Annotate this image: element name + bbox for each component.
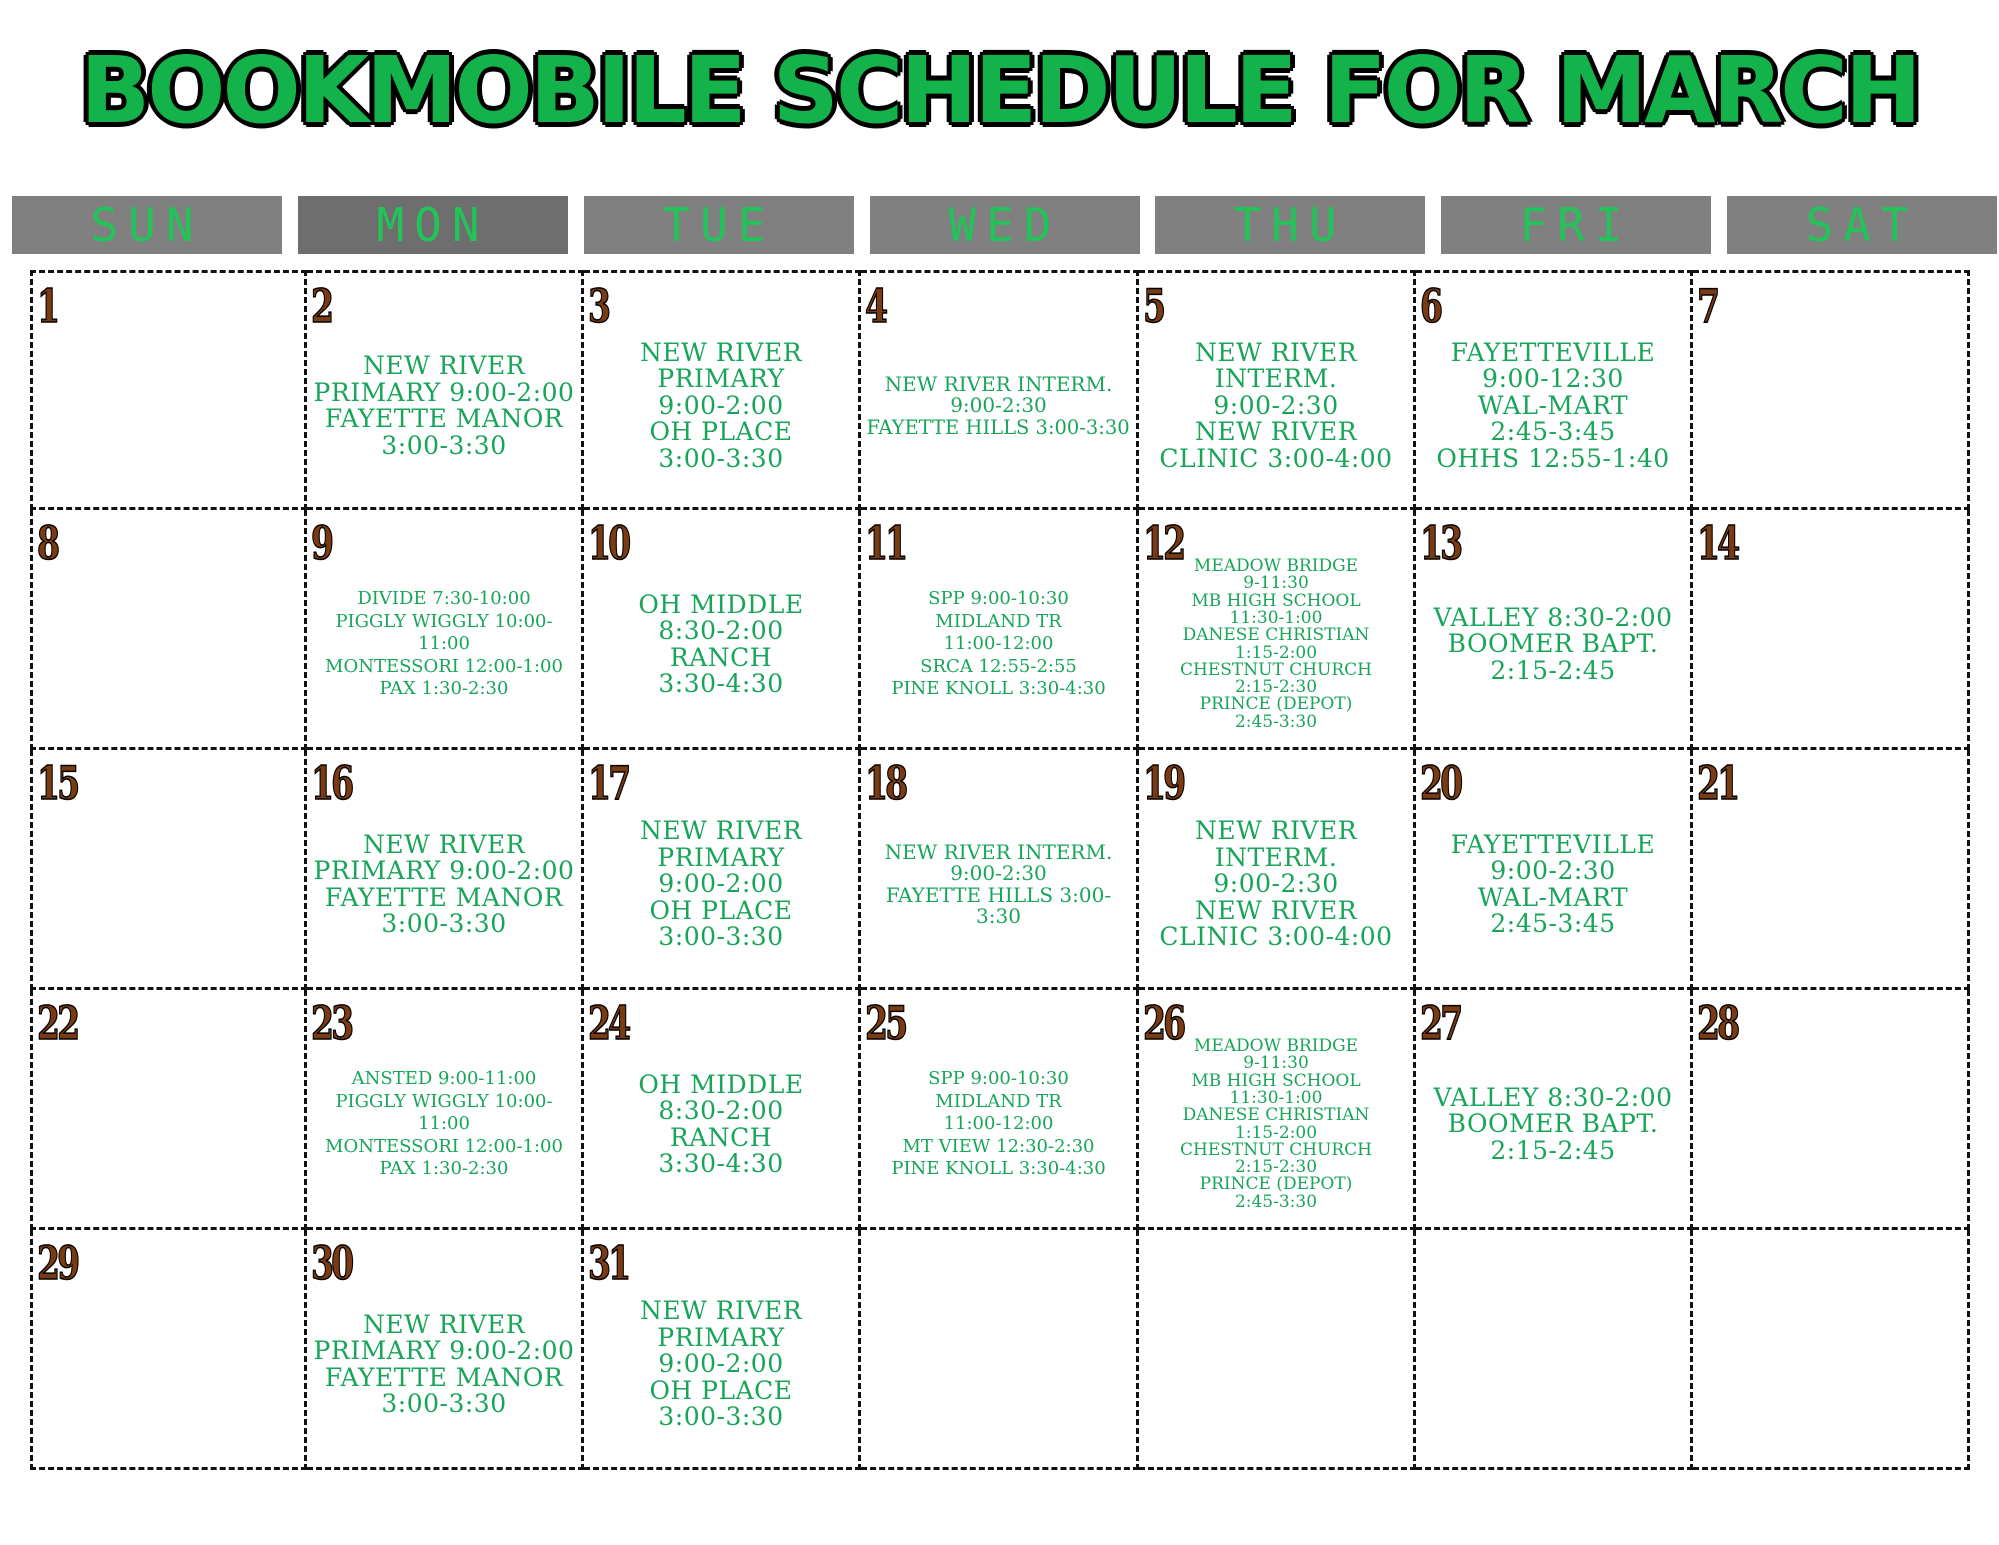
event-line: OH PLACE <box>649 417 793 447</box>
event-line: MONTESSORI 12:00-1:00 <box>325 655 563 677</box>
event-line: 9:00-2:30 <box>950 861 1047 886</box>
weekday-thu: THU <box>1155 196 1425 254</box>
event-line: NEW RIVER <box>1194 417 1358 447</box>
event-line: WAL-MART <box>1477 882 1629 912</box>
event-line: 3:00-3:30 <box>658 443 784 473</box>
event-line: INTERM. <box>1214 364 1338 394</box>
day-events <box>1145 1028 1407 1221</box>
event-line: PRIMARY 9:00-2:00 <box>313 377 575 407</box>
event-line: RANCH <box>669 1122 773 1152</box>
day-number: 26 <box>1143 996 1184 1050</box>
day-number: 1 <box>37 279 58 333</box>
day-number: 28 <box>1697 996 1738 1050</box>
event-line: 11:30-1:00 <box>1229 607 1323 628</box>
day-number: 14 <box>1697 516 1738 570</box>
event-line: 2:15-2:30 <box>1234 677 1318 698</box>
weekday-mon: MON <box>298 196 568 254</box>
weekday-sat: SAT <box>1727 196 1997 254</box>
day-number: 15 <box>37 756 78 810</box>
day-number: 3 <box>588 279 609 333</box>
calendar-empty-cell <box>1139 1230 1416 1470</box>
event-line: NEW RIVER <box>639 1296 803 1326</box>
event-line: CLINIC 3:00-4:00 <box>1159 443 1393 473</box>
day-number: 6 <box>1420 279 1441 333</box>
day-number: 17 <box>588 756 629 810</box>
calendar-day-12 <box>1139 510 1416 750</box>
event-line: 3:00-3:30 <box>381 430 507 460</box>
event-line: MB HIGH SCHOOL <box>1191 590 1361 611</box>
day-events <box>867 311 1130 501</box>
event-line: CLINIC 3:00-4:00 <box>1159 922 1393 952</box>
event-line: NEW RIVER <box>1194 337 1358 367</box>
calendar-day-29 <box>30 1230 307 1470</box>
weekday-fri: FRI <box>1441 196 1711 254</box>
event-line: 9:00-2:30 <box>1490 856 1616 885</box>
event-line: FAYETTE MANOR <box>324 882 564 912</box>
day-events <box>1422 548 1684 741</box>
calendar-day-27 <box>1416 990 1693 1230</box>
event-line: NEW RIVER <box>1194 816 1358 846</box>
event-line: OH PLACE <box>649 1375 793 1405</box>
event-line: SPP 9:00-10:30 <box>928 588 1069 610</box>
event-line: MEADOW BRIDGE <box>1193 555 1359 576</box>
day-number: 22 <box>37 996 78 1050</box>
event-line: PIGGLY WIGGLY 10:00- <box>335 1090 553 1112</box>
day-events <box>1145 311 1407 501</box>
event-line: SPP 9:00-10:30 <box>928 1068 1069 1090</box>
calendar-day-3 <box>584 270 861 510</box>
day-number: 4 <box>865 279 886 333</box>
event-line: NEW RIVER INTERM. <box>884 372 1113 397</box>
event-line: NEW RIVER INTERM. <box>884 840 1113 865</box>
day-events <box>1422 788 1684 981</box>
event-line: VALLEY 8:30-2:00 <box>1433 602 1673 632</box>
event-line: ANSTED 9:00-11:00 <box>351 1068 537 1090</box>
day-number: 10 <box>588 516 629 570</box>
event-line: INTERM. <box>1214 842 1338 872</box>
event-line: 9:00-2:30 <box>1213 869 1339 899</box>
calendar-day-21 <box>1693 750 1970 990</box>
event-line: RANCH <box>669 642 773 672</box>
day-number: 2 <box>311 279 332 333</box>
event-line: DANESE CHRISTIAN <box>1182 1105 1370 1126</box>
calendar-day-31 <box>584 1230 861 1470</box>
day-number: 5 <box>1143 279 1164 333</box>
event-line: FAYETTE HILLS 3:00-3:30 <box>866 414 1131 439</box>
day-number: 27 <box>1420 996 1461 1050</box>
event-line: 9:00-2:30 <box>950 393 1047 418</box>
event-line: 9:00-2:00 <box>658 390 784 420</box>
day-number: 20 <box>1420 756 1461 810</box>
calendar-day-14 <box>1693 510 1970 750</box>
day-events <box>1422 311 1684 501</box>
event-line: 11:30-1:00 <box>1229 1087 1323 1108</box>
event-line: PRINCE (DEPOT) <box>1199 694 1353 715</box>
event-line: 8:30-2:00 <box>658 1096 784 1125</box>
calendar-grid <box>30 270 1980 1472</box>
event-line: OH MIDDLE <box>638 589 804 619</box>
event-line: PRIMARY <box>657 1322 785 1352</box>
calendar-day-13 <box>1416 510 1693 750</box>
day-number: 7 <box>1697 279 1718 333</box>
event-line: PRINCE (DEPOT) <box>1199 1174 1353 1195</box>
event-line: BOOMER BAPT. <box>1447 1109 1659 1139</box>
day-number: 19 <box>1143 756 1184 810</box>
event-line: PIGGLY WIGGLY 10:00- <box>335 610 553 632</box>
event-line: 9-11:30 <box>1243 1053 1309 1074</box>
event-line: PRIMARY <box>657 364 785 394</box>
event-line: 2:45-3:30 <box>1234 711 1318 732</box>
calendar-day-20 <box>1416 750 1693 990</box>
event-line: SRCA 12:55-2:55 <box>920 655 1077 677</box>
event-line: 9-11:30 <box>1243 573 1309 594</box>
calendar-empty-cell <box>1693 1230 1970 1470</box>
calendar-day-24 <box>584 990 861 1230</box>
event-line: 9:00-2:00 <box>658 1349 784 1379</box>
event-line: 9:00-2:00 <box>658 869 784 899</box>
event-line: 3:00-3:30 <box>658 922 784 952</box>
weekday-tue: TUE <box>584 196 854 254</box>
day-events <box>867 788 1130 981</box>
day-events <box>313 311 575 501</box>
event-line: BOOMER BAPT. <box>1447 629 1659 659</box>
calendar-day-17 <box>584 750 861 990</box>
event-line: 1:15-2:00 <box>1234 1122 1318 1143</box>
event-line: MONTESSORI 12:00-1:00 <box>325 1135 563 1157</box>
day-number: 31 <box>588 1236 629 1290</box>
event-line: NEW RIVER <box>639 816 803 846</box>
calendar-day-26 <box>1139 990 1416 1230</box>
event-line: PINE KNOLL 3:30-4:30 <box>891 1158 1106 1180</box>
day-number: 21 <box>1697 756 1738 810</box>
calendar-day-22 <box>30 990 307 1230</box>
event-line: MEADOW BRIDGE <box>1193 1035 1359 1056</box>
event-line: CHESTNUT CHURCH <box>1180 659 1372 680</box>
event-line: NEW RIVER <box>639 337 803 367</box>
day-events <box>590 1268 852 1461</box>
day-events <box>590 1028 852 1221</box>
event-line: 3:30-4:30 <box>658 1149 784 1178</box>
event-line: PRIMARY 9:00-2:00 <box>313 856 575 885</box>
event-line: DANESE CHRISTIAN <box>1182 625 1370 646</box>
calendar-day-10 <box>584 510 861 750</box>
event-line: 1:15-2:00 <box>1234 642 1318 663</box>
calendar-day-16 <box>307 750 584 990</box>
day-number: 8 <box>37 516 58 570</box>
calendar-empty-cell <box>861 1230 1139 1470</box>
day-number: 29 <box>37 1236 78 1290</box>
event-line: MB HIGH SCHOOL <box>1191 1070 1361 1091</box>
event-line: OH MIDDLE <box>638 1069 804 1099</box>
event-line: DIVIDE 7:30-10:00 <box>357 588 531 610</box>
calendar-empty-cell <box>1416 1230 1693 1470</box>
day-number: 23 <box>311 996 352 1050</box>
event-line: 2:15-2:45 <box>1490 1135 1616 1165</box>
event-line: 2:15-2:45 <box>1490 655 1616 685</box>
event-line: OH PLACE <box>649 895 793 925</box>
event-line: 3:00-3:30 <box>381 909 507 938</box>
day-number: 13 <box>1420 516 1461 570</box>
event-line: 2:15-2:30 <box>1234 1157 1318 1178</box>
day-events <box>1145 548 1407 741</box>
event-line: 3:30 <box>976 903 1021 928</box>
calendar-day-1 <box>30 270 307 510</box>
calendar-day-7 <box>1693 270 1970 510</box>
day-number: 24 <box>588 996 629 1050</box>
event-line: PINE KNOLL 3:30-4:30 <box>891 678 1106 700</box>
calendar-day-23 <box>307 990 584 1230</box>
event-line: OHHS 12:55-1:40 <box>1436 443 1670 473</box>
event-line: 3:00-3:30 <box>381 1389 507 1418</box>
event-line: MIDLAND TR <box>935 1090 1062 1112</box>
day-number: 12 <box>1143 516 1184 570</box>
event-line: PRIMARY 9:00-2:00 <box>313 1336 575 1365</box>
calendar-day-9 <box>307 510 584 750</box>
day-number: 18 <box>865 756 906 810</box>
event-line: 3:30-4:30 <box>658 669 784 698</box>
event-line: PAX 1:30-2:30 <box>379 678 509 700</box>
event-line: WAL-MART <box>1477 390 1629 420</box>
day-events <box>1422 1028 1684 1221</box>
day-events <box>1145 788 1407 981</box>
event-line: 2:45-3:45 <box>1490 417 1616 447</box>
title-wrapper <box>0 37 1999 144</box>
day-events <box>313 1268 575 1461</box>
event-line: PRIMARY <box>657 842 785 872</box>
event-line: NEW RIVER <box>362 829 526 859</box>
event-line: FAYETTEVILLE <box>1450 829 1656 859</box>
day-number: 11 <box>865 516 906 570</box>
day-events <box>313 788 575 981</box>
event-line: 9:00-2:30 <box>1213 390 1339 420</box>
day-number: 9 <box>311 516 332 570</box>
day-events <box>590 311 852 501</box>
day-number: 16 <box>311 756 352 810</box>
calendar-day-19 <box>1139 750 1416 990</box>
calendar-day-15 <box>30 750 307 990</box>
event-line: FAYETTE HILLS 3:00- <box>885 882 1112 907</box>
event-line: NEW RIVER <box>362 1309 526 1339</box>
weekday-header-row <box>12 196 1992 254</box>
event-line: FAYETTE MANOR <box>324 404 564 433</box>
day-events <box>590 548 852 741</box>
event-line: 11:00 <box>418 1113 470 1135</box>
calendar-day-11 <box>861 510 1139 750</box>
event-line: NEW RIVER <box>362 351 526 380</box>
event-line: 2:45-3:30 <box>1234 1191 1318 1212</box>
calendar-day-6 <box>1416 270 1693 510</box>
event-line: NEW RIVER <box>1194 895 1358 925</box>
event-line: CHESTNUT CHURCH <box>1180 1139 1372 1160</box>
weekday-wed: WED <box>870 196 1140 254</box>
calendar-day-28 <box>1693 990 1970 1230</box>
calendar-day-4 <box>861 270 1139 510</box>
day-events <box>590 788 852 981</box>
event-line: 3:00-3:30 <box>658 1402 784 1432</box>
event-line: FAYETTE MANOR <box>324 1362 564 1392</box>
event-line: PAX 1:30-2:30 <box>379 1158 509 1180</box>
event-line: 9:00-12:30 <box>1482 364 1624 394</box>
event-line: 11:00-12:00 <box>943 633 1054 655</box>
day-events <box>313 548 575 741</box>
event-line: 11:00 <box>418 633 470 655</box>
calendar-day-8 <box>30 510 307 750</box>
event-line: 8:30-2:00 <box>658 616 784 645</box>
event-line: 11:00-12:00 <box>943 1113 1054 1135</box>
calendar-day-25 <box>861 990 1139 1230</box>
event-line: VALLEY 8:30-2:00 <box>1433 1082 1673 1112</box>
day-number: 30 <box>311 1236 352 1290</box>
calendar-day-18 <box>861 750 1139 990</box>
day-events <box>313 1028 575 1221</box>
event-line: FAYETTEVILLE <box>1450 337 1656 367</box>
day-number: 25 <box>865 996 906 1050</box>
event-line: MT VIEW 12:30-2:30 <box>902 1135 1095 1157</box>
event-line: MIDLAND TR <box>935 610 1062 632</box>
event-line: 2:45-3:45 <box>1490 909 1616 938</box>
page-title: BOOKMOBILE SCHEDULE FOR MARCH <box>80 37 1919 144</box>
day-events <box>867 1028 1130 1221</box>
calendar-day-30 <box>307 1230 584 1470</box>
calendar-day-2 <box>307 270 584 510</box>
weekday-sun: SUN <box>12 196 282 254</box>
calendar-day-5 <box>1139 270 1416 510</box>
day-events <box>867 548 1130 741</box>
